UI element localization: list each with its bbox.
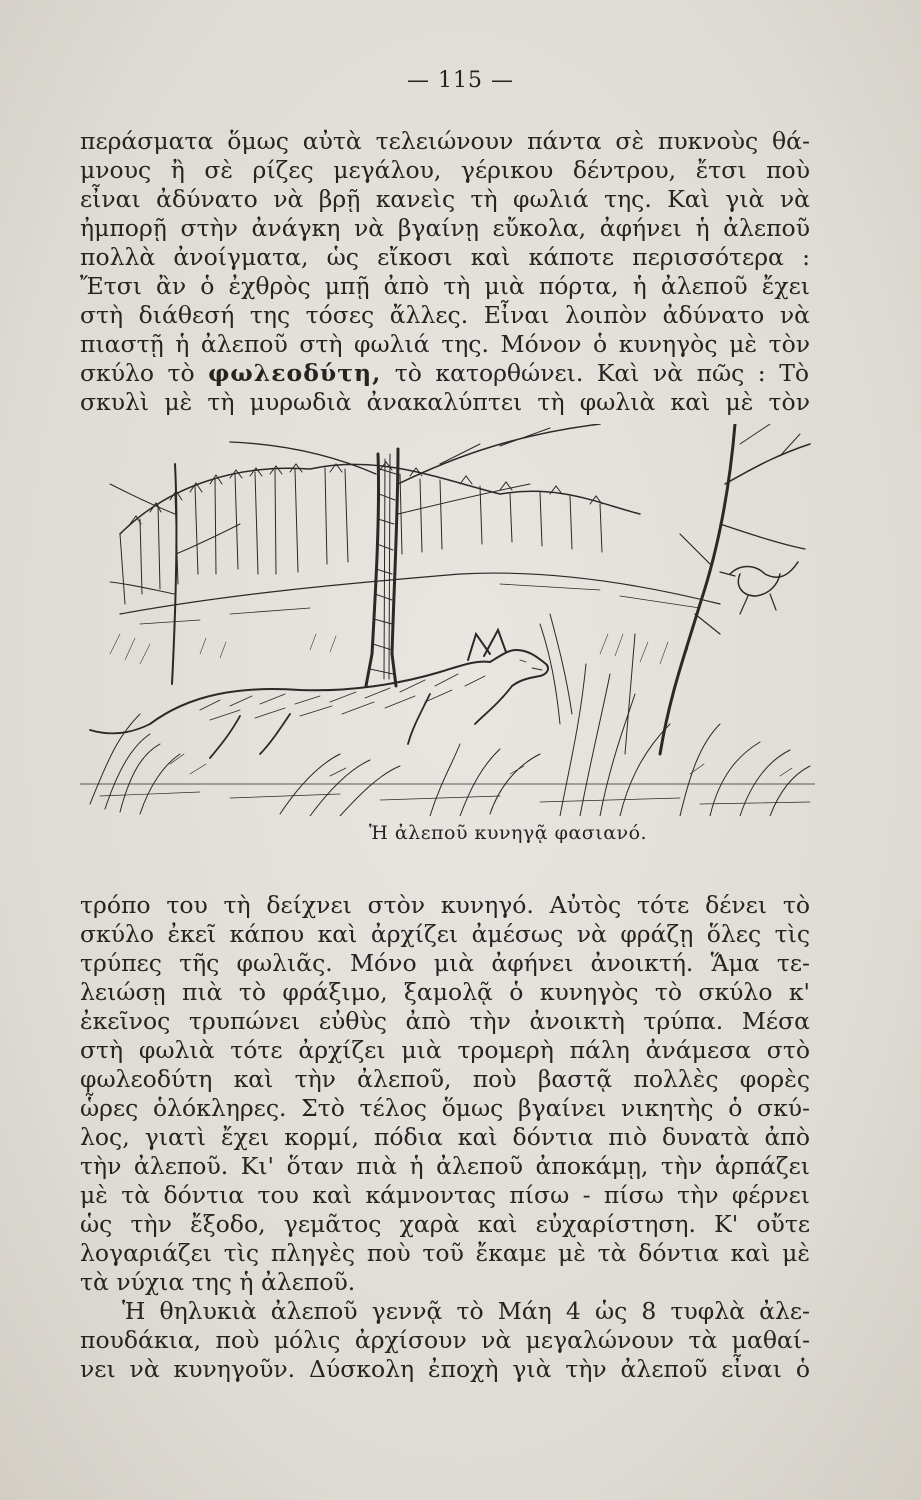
text-line: πουδάκια, ποὺ μόλις ἀρχίσουν νὰ μεγαλώνουν τὰ μαθαί- [80, 1326, 810, 1354]
text-line: πολλὰ ἀνοίγματα, ὡς εἴκοσι καὶ κάποτε περισσότερα : [80, 243, 810, 271]
text-line: νει νὰ κυνηγοῦν. Δύσκολη ἐποχὴ γιὰ τὴν ἀλεποῦ εἶναι ὁ [80, 1355, 810, 1383]
bottom-paragraph [80, 891, 810, 1384]
text-line: ἐκεῖνος τρυπώνει εὐθὺς ἀπὸ τὴν ἀνοικτὴ τρύπα. Μέσα [80, 1007, 810, 1035]
text-line-mixed [80, 359, 810, 388]
text-line: ἠμπορῇ στὴν ἀνάγκη νὰ βγαίνῃ εὔκολα, ἀφήνει ἡ ἀλεποῦ [80, 214, 810, 242]
text-line: μὲ τὰ δόντια του καὶ κάμνοντας πίσω - πίσω τὴν φέρνει [80, 1181, 810, 1209]
text-segment: τὸ κατορθώνει. Καὶ νὰ πῶς : Τὸ [381, 359, 810, 387]
text-line: σκύλο ἐκεῖ κάπου καὶ ἀρχίζει ἀμέσως νὰ φράζῃ ὅλες τὶς [80, 920, 810, 948]
text-line: ὧρες ὁλόκληρες. Στὸ τέλος ὅμως βγαίνει νικητὴς ὁ σκύ- [80, 1094, 810, 1122]
figure-caption: Ἡ ἀλεποῦ κυνηγᾷ φασιανό. [368, 822, 648, 844]
text-line: σκυλὶ μὲ τὴ μυρωδιὰ ἀνακαλύπτει τὴ φωλιὰ καὶ μὲ τὸν [80, 388, 810, 416]
text-line: λος, γιατὶ ἔχει κορμί, πόδια καὶ δόντια πιὸ δυνατὰ ἀπὸ [80, 1123, 810, 1151]
text-line: φωλεοδύτη καὶ τὴν ἀλεποῦ, ποὺ βαστᾷ πολλὲς φορὲς [80, 1065, 810, 1093]
text-line: στὴ φωλιὰ τότε ἀρχίζει μιὰ τρομερὴ πάλη ἀνάμεσα στὸ [80, 1036, 810, 1064]
page-number: — 115 — [407, 68, 514, 93]
text-line: εἶναι ἀδύνατο νὰ βρῇ κανεὶς τὴ φωλιά της. Καὶ γιὰ νὰ [80, 185, 810, 213]
bold-term: φωλεοδύτη, [208, 359, 382, 387]
text-line: μνους ἢ σὲ ρίζες μεγάλου, γέρικου δέντρου, ἔτσι ποὺ [80, 156, 810, 184]
text-line: τρύπες τῆς φωλιᾶς. Μόνο μιὰ ἀφήνει ἀνοικτή. Ἅμα τε- [80, 949, 810, 977]
text-line: τρόπο του τὴ δείχνει στὸν κυνηγό. Αὐτὸς τότε δένει τὸ [80, 891, 810, 919]
text-line: ὡς τὴν ἔξοδο, γεμᾶτος χαρὰ καὶ εὐχαρίστηση. Κ' οὔτε [80, 1210, 810, 1238]
text-line: λογαριάζει τὶς πληγὲς ποὺ τοῦ ἔκαμε μὲ τὰ δόντια καὶ μὲ [80, 1239, 810, 1267]
text-line: Ἡ θηλυκιὰ ἀλεποῦ γεννᾷ τὸ Μάη 4 ὡς 8 τυφλὰ ἀλε- [122, 1297, 810, 1325]
text-line: στὴ διάθεσή της τόσες ἄλλες. Εἶναι λοιπὸν ἀδύνατο νὰ [80, 301, 810, 329]
fox-hunting-pheasant-illustration [80, 424, 815, 816]
text-segment: σκύλο τὸ [80, 359, 209, 387]
text-line: λειώσῃ πιὰ τὸ φράξιμο, ξαμολᾷ ὁ κυνηγὸς τὸ σκύλο κ' [80, 978, 810, 1006]
top-paragraph [80, 127, 810, 417]
text-line: περάσματα ὅμως αὐτὰ τελειώνουν πάντα σὲ πυκνοὺς θά- [80, 127, 810, 155]
text-line: Ἔτσι ἂν ὁ ἐχθρὸς μπῇ ἀπὸ τὴ μιὰ πόρτα, ἡ ἀλεποῦ ἔχει [80, 272, 810, 300]
text-line: τὰ νύχια της ἡ ἀλεποῦ. [80, 1268, 356, 1296]
text-line: τὴν ἀλεποῦ. Κι' ὅταν πιὰ ἡ ἀλεποῦ ἀποκάμῃ, τὴν ἁρπάζει [80, 1152, 810, 1180]
text-line: πιαστῇ ἡ ἀλεποῦ στὴ φωλιά της. Μόνον ὁ κυνηγὸς μὲ τὸν [80, 330, 810, 358]
